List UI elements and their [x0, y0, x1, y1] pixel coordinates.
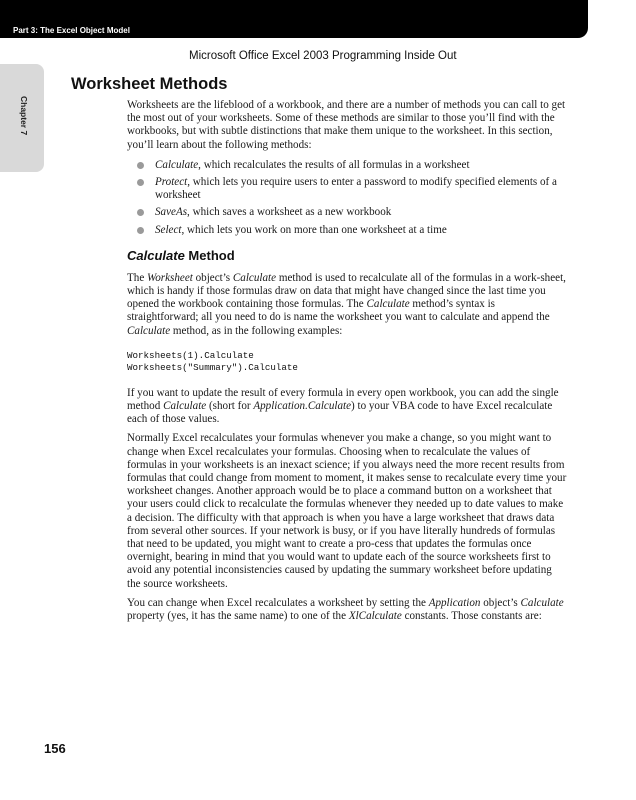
header-bar — [0, 0, 588, 38]
page-number: 156 — [44, 741, 66, 756]
list-item — [127, 206, 568, 219]
subsection-heading-term: Calculate — [127, 247, 185, 263]
bullet-icon — [137, 179, 144, 186]
chapter-label: Chapter 7 — [19, 96, 29, 136]
subsection-heading-rest: Method — [184, 247, 235, 263]
list-item — [127, 176, 568, 202]
list-item — [127, 224, 568, 237]
list-item — [127, 159, 568, 172]
part-label: Part 3: The Excel Object Model — [13, 26, 130, 35]
section-heading: Worksheet Methods — [71, 75, 228, 93]
method-description: , which recalculates the results of all formulas in a worksheet — [198, 158, 470, 171]
calculate-paragraph-1: The Worksheet object’s Calculate method is used to recalculate all of the formulas in a work-sheet, which is handy if those formulas draw on data that might have changed since the last time you opened the workbook containing those formulas. The Calculate method’s syntax is straightforward; all you need to do is name the worksheet you want to calculate and append the Calculate method, as in the following examples: — [127, 271, 566, 337]
book-title: Microsoft Office Excel 2003 Programming Inside Out — [189, 50, 457, 62]
calculate-paragraph-3: Normally Excel recalculates your formulas whenever you make a change, so you might want to change when Excel recalculates your formulas. Choosing when to recalculate the values of formulas in your worksheets is an inexact science; if you always need the more recent results from formulas that could change from moment to moment, it makes sense to recalculate every time your worksheet changes. Another approach would be to place a command button on a worksheet that your users could click to recalculate the formulas whenever they needed up to date values to make a decision. The difficulty with that approach is when you have a large worksheet that draws data from several other sources. If your network is busy, or if you have literally hundreds of formulas that need to be updated, you might want to create a pro-cess that updates the formulas once overnight, bearing in mind that you would want to update each of the source worksheets first to avoid any potential inconsistencies caused by updating the summary worksheet before updating the source worksheets. — [127, 432, 567, 590]
code-line: Worksheets(1).Calculate — [127, 349, 254, 361]
method-term: Protect — [155, 176, 188, 189]
method-description: , which saves a worksheet as a new workbook — [187, 206, 392, 219]
bullet-icon — [137, 227, 144, 234]
intro-paragraph: Worksheets are the lifeblood of a workbook, and there are a number of methods you can call to get the most out of your worksheets. Some of these methods are similar to those you’ll find with the workbooks, but with subtle distinctions that make them unique to the worksheet. In this section, you’ll learn about the following methods: — [127, 99, 566, 151]
calculate-paragraph-2: If you want to update the result of every formula in every open workbook, you can add the single method Calculate (short for Application.Calculate) to your VBA code to have Excel recalculate each of those values. — [127, 386, 559, 426]
subsection-heading — [127, 248, 568, 264]
code-example — [127, 350, 568, 374]
method-term: SaveAs — [155, 206, 188, 219]
calculate-paragraph-4: You can change when Excel recalculates a worksheet by setting the Application object’s Calculate property (yes, it has the same name) to one of the XlCalculate constants. Those constants are: — [127, 596, 564, 623]
method-term: Calculate — [155, 158, 199, 171]
page-body — [127, 99, 568, 629]
method-description: , which lets you work on more than one worksheet at a time — [181, 223, 447, 236]
bullet-icon — [137, 162, 144, 169]
method-description: , which lets you require users to enter a password to modify specified elements of a worksheet — [155, 176, 557, 202]
methods-list — [127, 159, 568, 237]
method-term: Select — [155, 223, 182, 236]
code-line: Worksheets("Summary").Calculate — [127, 361, 298, 373]
bullet-icon — [137, 209, 144, 216]
